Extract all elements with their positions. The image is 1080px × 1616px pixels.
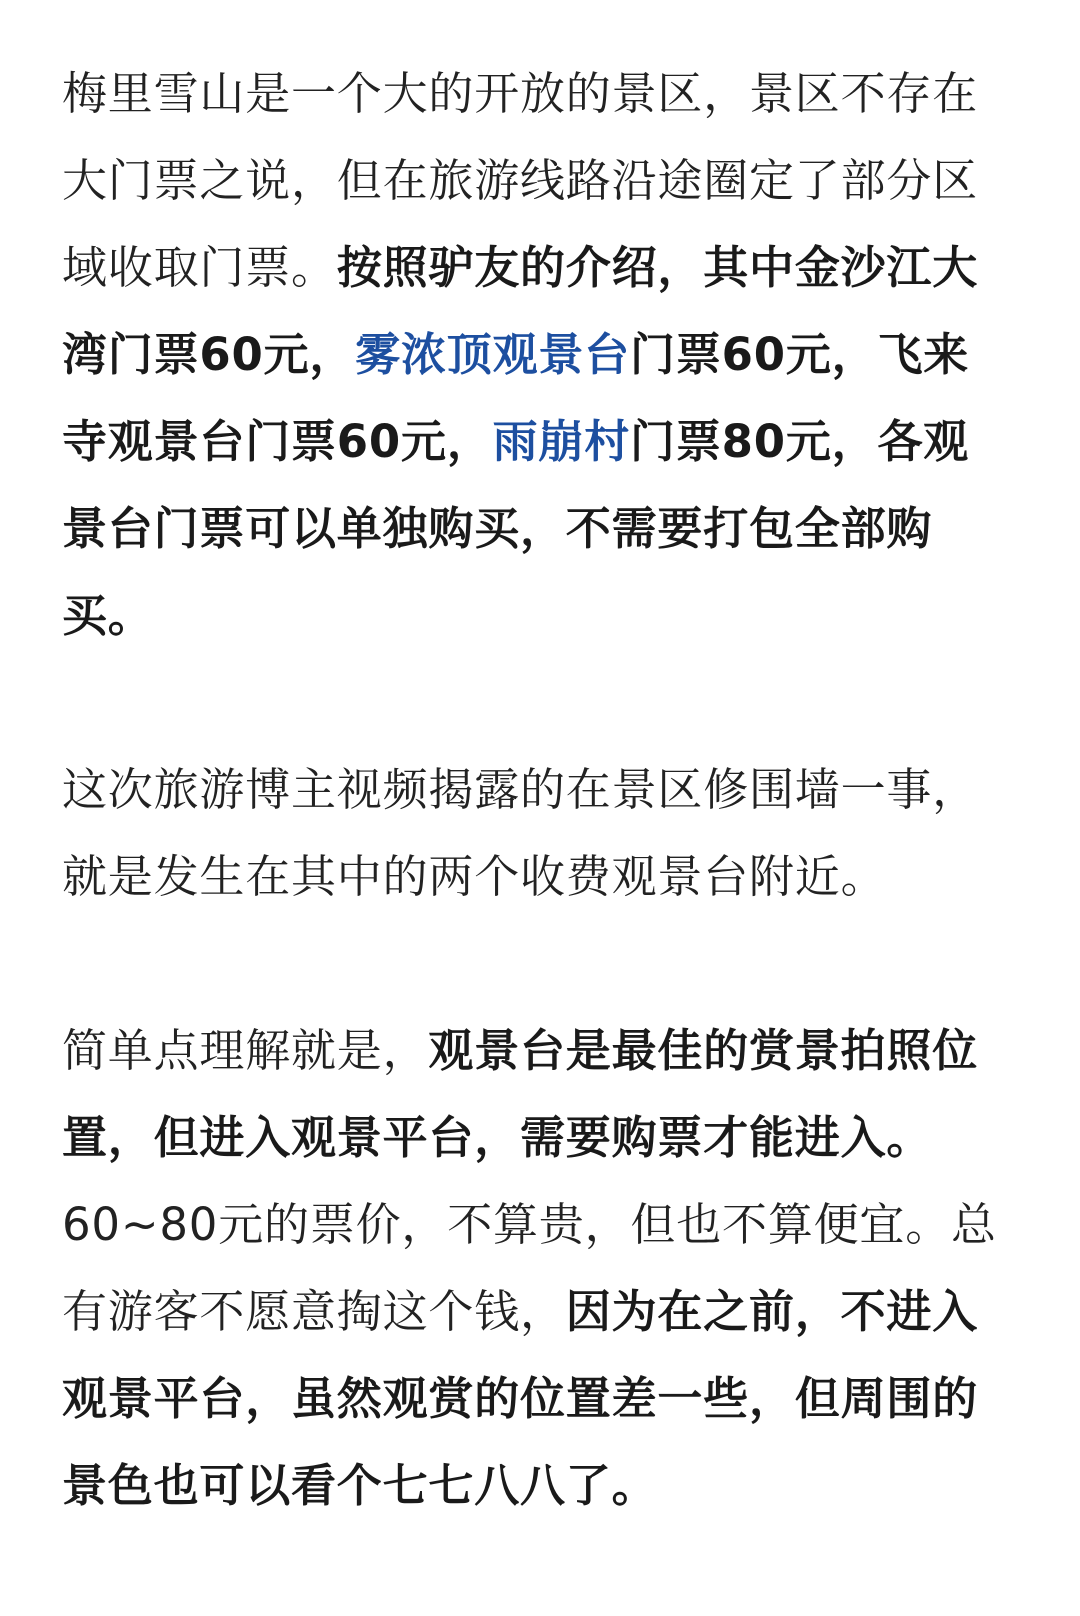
paragraph-wall-incident	[62, 746, 1012, 920]
paragraph-text: 这次旅游博主视频揭露的在景区修围墙一事，就是发生在其中的两个收费观景台附近。	[62, 763, 979, 903]
article-body	[62, 50, 1012, 1616]
paragraph-text: 60~80元的票价，不算贵，但也不算便宜。总有游客不愿意掏这个钱，	[62, 1198, 997, 1338]
bold-text: 因为在之前，不进入观景平台，虽然观赏的位置差一些，但周围的景色也可以看个七七八八了。	[62, 1285, 979, 1512]
paragraph-text: 梅里雪山是一个大的开放的景区，景区不存在大门票之说，但在旅游线路沿途圈定了部分区域收取门票。	[62, 67, 979, 294]
link-yubeng-village[interactable]: 雨崩村	[492, 415, 631, 468]
bold-text: 门票60元，飞来寺观景台门票60元，	[62, 328, 970, 468]
bold-text: 门票80元，各观景台门票可以单独购买，不需要打包全部购买。	[62, 415, 970, 642]
paragraph-ticket-info	[62, 50, 1012, 659]
paragraph-text: 简单点理解就是，	[62, 1024, 429, 1077]
link-wunongding[interactable]: 雾浓顶观景台	[355, 328, 631, 381]
bold-text: 观景台是最佳的赏景拍照位置，但进入观景平台，需要购票才能进入。	[62, 1024, 979, 1164]
paragraph-explanation	[62, 1007, 1012, 1529]
bold-text: 按照驴友的介绍，其中金沙江大湾门票60元，	[62, 241, 979, 381]
